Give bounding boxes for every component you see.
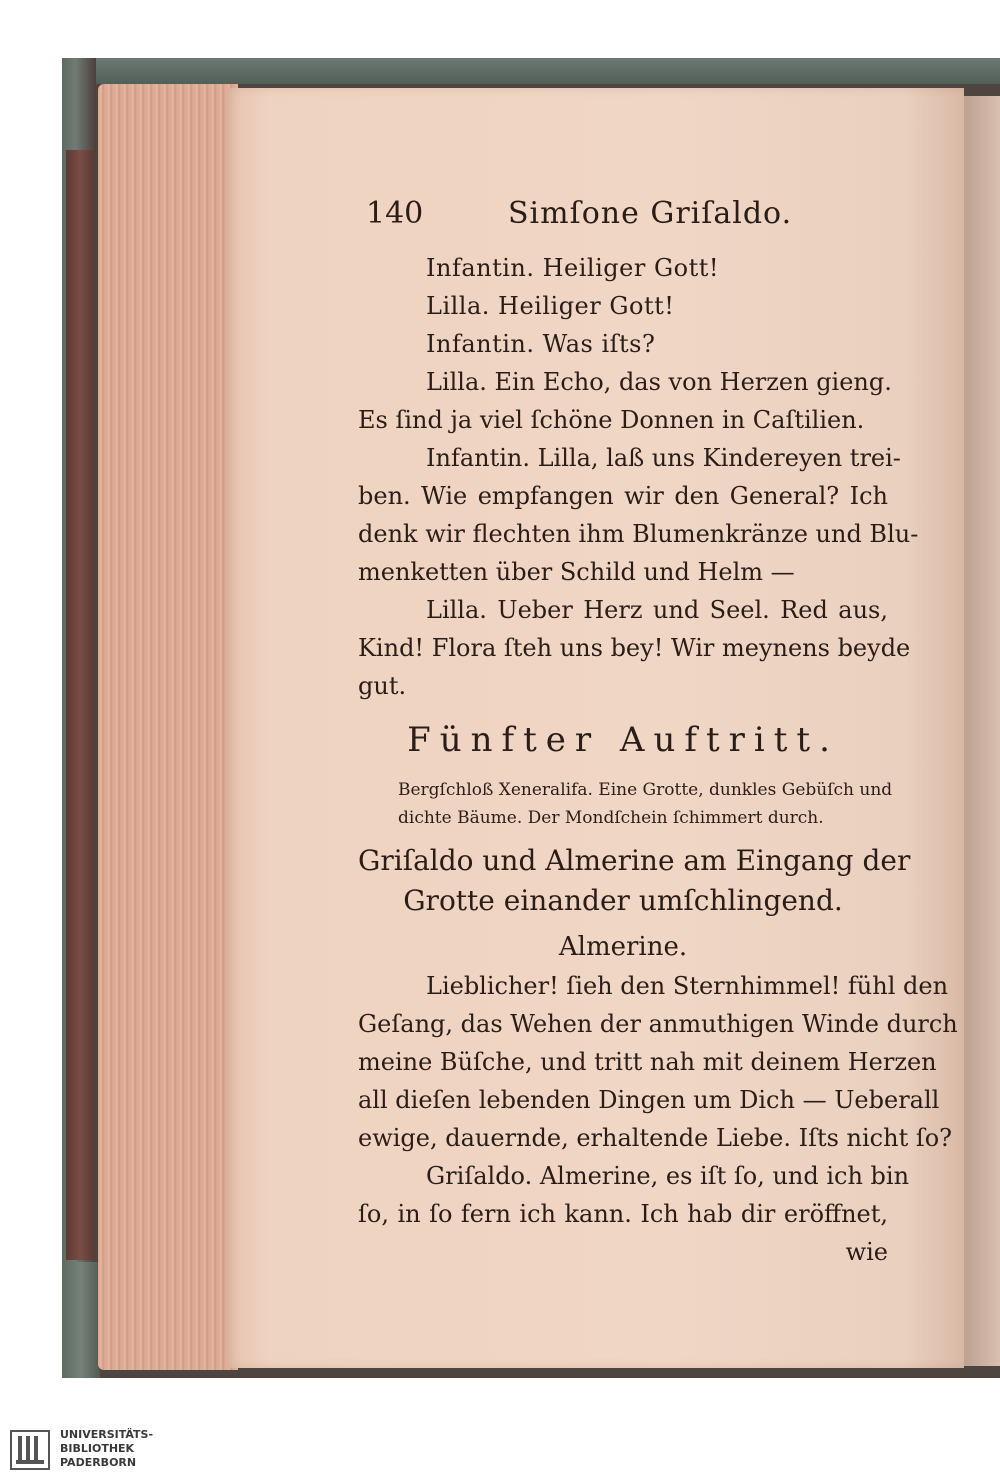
text-line: Infantin. Was iſts? <box>426 330 656 358</box>
stage-direction-line: Bergſchloß Xeneralifa. Eine Grotte, dunkles Gebüſch und <box>398 780 893 800</box>
scene-note-line: Grotte einander umſchlingend. <box>403 884 843 917</box>
text-line: ben. Wie empfangen wir den General? Ich <box>358 482 888 510</box>
text-line: Kind! Flora ſteh uns bey! Wir meynens beyde <box>358 634 911 662</box>
scene-note-line: Griſaldo und Almerine am Eingang der <box>358 844 911 877</box>
page-block-edges <box>98 84 238 1370</box>
cover-cloth-top <box>62 58 1000 84</box>
library-emblem-icon <box>10 1430 50 1470</box>
library-name-line: BIBLIOTHEK <box>60 1442 135 1455</box>
text-line: Infantin. Heiliger Gott! <box>426 254 720 282</box>
text-line: Lilla. Ein Echo, das von Herzen gieng. <box>426 368 892 396</box>
library-name-line: PADERBORN <box>60 1456 137 1469</box>
text-line: Infantin. Lilla, laß uns Kindereyen trei- <box>426 444 901 472</box>
facing-page-edge <box>958 96 1000 1366</box>
text-line: meine Büſche, und tritt nah mit deinem Herzen <box>358 1048 937 1076</box>
running-head: Simſone Griſaldo. <box>508 196 793 231</box>
text-line: Lilla. Ueber Herz und Seel. Red aus, <box>426 596 888 624</box>
text-line: Lilla. Heiliger Gott! <box>426 292 675 320</box>
page-number: 140 <box>366 196 424 231</box>
page-header <box>358 190 898 242</box>
library-name <box>60 1428 153 1470</box>
library-name-line: UNIVERSITÄTS- <box>60 1428 154 1441</box>
speaker-heading: Almerine. <box>558 932 688 962</box>
text-line: Es ſind ja viel ſchöne Donnen in Caſtilien. <box>358 406 865 434</box>
stage-direction-line: dichte Bäume. Der Mondſchein ſchimmert durch. <box>398 808 824 828</box>
text-line: Lieblicher! ſieh den Sternhimmel! fühl den <box>426 972 949 1000</box>
library-logo <box>6 1426 206 1472</box>
text-line: ſo, in ſo fern ich kann. Ich hab dir eröffnet, <box>358 1200 888 1228</box>
text-line: Griſaldo. Almerine, es iſt ſo, und ich bin <box>426 1162 910 1190</box>
cover-spine <box>66 150 94 1260</box>
text-line: all dieſen lebenden Dingen um Dich — Ueberall <box>358 1086 940 1114</box>
scene-heading: Fünfter Auftritt. <box>407 720 839 760</box>
text-line: denk wir flechten ihm Blumenkränze und Blu- <box>358 520 919 548</box>
text-line: menketten über Schild und Helm — <box>358 558 795 586</box>
text-line: ewige, dauernde, erhaltende Liebe. Iſts nicht ſo? <box>358 1124 953 1152</box>
catchword: wie <box>845 1238 888 1266</box>
text-line: Geſang, das Wehen der anmuthigen Winde durch <box>358 1010 958 1038</box>
cover-cloth-bottom <box>62 1262 100 1378</box>
text-line: gut. <box>358 672 407 700</box>
